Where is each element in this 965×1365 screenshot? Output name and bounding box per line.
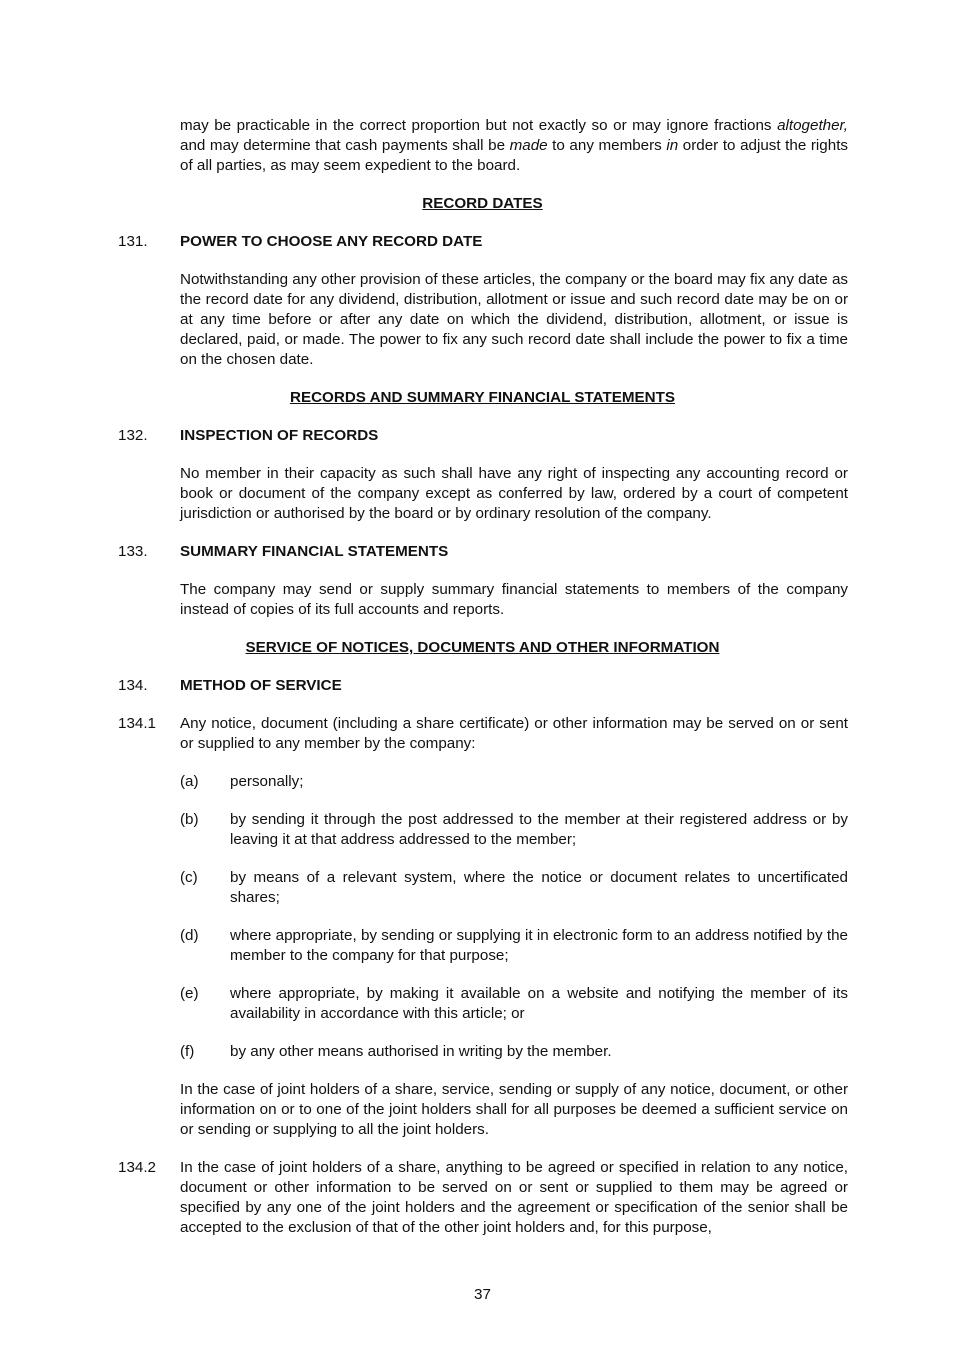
article-title-134: METHOD OF SERVICE [180,677,342,694]
article-title-132: INSPECTION OF RECORDS [180,427,379,444]
list-item-label: (d) [180,927,199,944]
list-item-text: by any other means authorised in writing by the member. [230,1043,612,1060]
article-title-133: SUMMARY FINANCIAL STATEMENTS [180,543,449,560]
list-item-text: where appropriate, by sending or supplying it in electronic form to an address notified by the member to the company for that purpose; [230,927,848,964]
list-item-label: (e) [180,985,199,1002]
page-number: 37 [474,1286,491,1303]
intro-italic-1: altogether, [777,117,848,134]
article-number-131: 131. [118,233,148,250]
intro-paragraph [180,116,848,176]
section-heading-record-dates: RECORD DATES [422,195,543,212]
list-item-label: (f) [180,1043,195,1060]
list-item-label: (a) [180,773,199,790]
article-text-131: Notwithstanding any other provision of these articles, the company or the board may fix any date as the record date for any dividend, distribution, allotment or issue and such record date may be on or at any time before or after any date on which the dividend, distribution, allotment, or issue is declared, paid, or made. The power to fix any such record date shall include the power to fix a time on the chosen date. [180,271,848,368]
article-number-132: 132. [118,427,148,444]
list-item-text: by means of a relevant system, where the notice or document relates to uncertificated shares; [230,869,848,906]
intro-text-2: and may determine that cash payments shall be [180,137,510,154]
list-item-text: where appropriate, by making it available on a website and notifying the member of its availability in accordance with this article; or [230,985,848,1022]
article-text-132: No member in their capacity as such shall have any right of inspecting any accounting record or book or document of the company except as conferred by law, ordered by a court of competent jurisdiction or authorised by the board or by ordinary resolution of the company. [180,465,848,522]
article-number-133: 133. [118,543,148,560]
section-heading-service-notices: SERVICE OF NOTICES, DOCUMENTS AND OTHER INFORMATION [245,639,720,656]
article-text-133: The company may send or supply summary financial statements to members of the company instead of copies of its full accounts and reports. [180,581,848,618]
list-item-text: by sending it through the post addressed to the member at their registered address or by leaving it at that address addressed to the member; [230,811,848,848]
article-number-134: 134. [118,677,148,694]
section-heading-records-summary: RECORDS AND SUMMARY FINANCIAL STATEMENTS [289,389,676,406]
intro-italic-3: in [666,137,679,154]
paragraph-number-134-1: 134.1 [118,715,157,732]
paragraph-text-134-1: Any notice, document (including a share certificate) or other information may be served on or sent or supplied to any member by the company: [180,715,848,752]
intro-text-1: may be practicable in the correct proportion but not exactly so or may ignore fractions [180,117,772,134]
article-title-131: POWER TO CHOOSE ANY RECORD DATE [180,233,483,250]
paragraph-number-134-2: 134.2 [118,1159,157,1176]
joint-holders-paragraph: In the case of joint holders of a share, service, sending or supply of any notice, document, or other information on or to one of the joint holders shall for all purposes be deemed a sufficient service on or sending or supplying to all the joint holders. [180,1081,848,1138]
intro-italic-2: made [509,137,548,154]
intro-text-4: order to adjust the rights of all parties, as may seem expedient to the board. [180,137,849,174]
list-item-label: (c) [180,869,198,886]
intro-text-3: to any members [547,137,667,154]
list-item-label: (b) [180,811,199,828]
paragraph-text-134-2: In the case of joint holders of a share, anything to be agreed or specified in relation to any notice, document or other information to be served on or sent or supplied to them may be agreed or specified by any one of the joint holders and the agreement or specification of the senior shall be accepted to the exclusion of that of the other joint holders and, for this purpose, [180,1159,848,1236]
list-item-text: personally; [230,773,304,790]
